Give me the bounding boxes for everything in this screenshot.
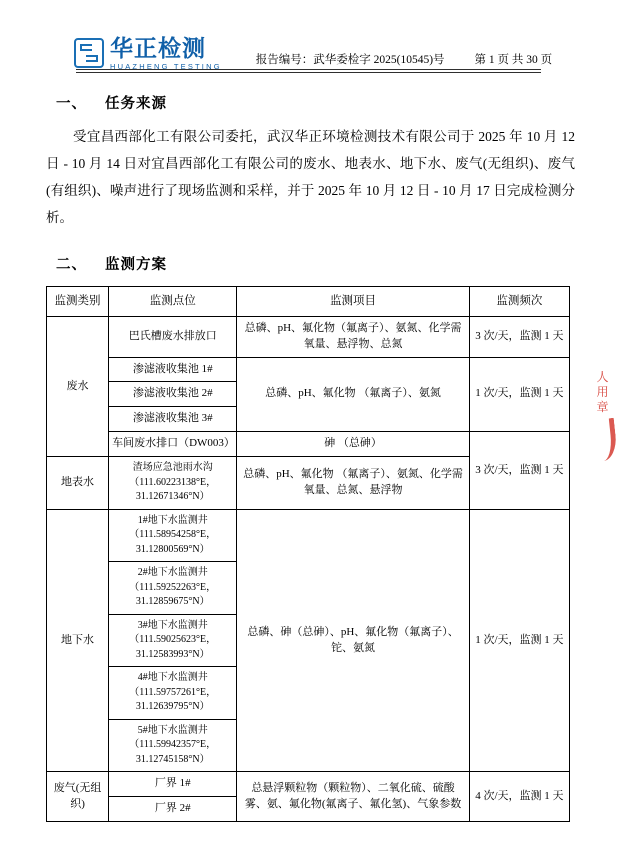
- logo-mark-icon: [74, 38, 104, 68]
- column-header-category: 监测类别: [47, 287, 109, 317]
- cell-frequency-wastewater-2: 1 次/天，监测 1 天: [469, 357, 569, 432]
- cell-point-boundary-1: 厂界 1#: [109, 772, 237, 797]
- table-row: [47, 772, 570, 797]
- cell-items-wastewater-2: 总磷、pH、氟化物 （氟离子）、氨氮: [237, 357, 469, 432]
- report-number: 报告编号：武华委检字 2025(10545)号: [255, 54, 445, 66]
- page-header: [38, 0, 579, 70]
- section-number-2: 二、: [56, 257, 87, 273]
- table-row: [47, 432, 570, 457]
- cell-point-groundwater-2: 2#地下水监测井（111.59252263°E，31.12859675°N）: [109, 562, 237, 615]
- column-header-frequency: 监测频次: [469, 287, 569, 317]
- cell-category-wastewater: 废水: [47, 316, 109, 457]
- cell-frequency-wastewater-3: 3 次/天，监测 1 天: [469, 432, 569, 509]
- cell-items-wastewater-1: 总磷、pH、氟化物（氟离子）、氨氮、化学需氧量、悬浮物、总氮: [237, 316, 469, 357]
- task-source-paragraph: 受宜昌西部化工有限公司委托，武汉华正环境检测技术有限公司于 2025 年 10 月 12 日 - 10 月 14 日对宜昌西部化工有限公司的废水、地表水、地下水、废气(无组织)、废气(有组织)、噪声进行了现场监测和采样，并于 2025 年 10 月 12 日 - 10 月 17 日完成检测分析。: [46, 129, 575, 225]
- seal-swoosh-icon: [589, 418, 617, 462]
- company-logo: [74, 37, 222, 71]
- cell-items-wastewater-3: 砷 （总砷）: [237, 432, 469, 457]
- page-number: 第 1 页 共 30 页: [474, 54, 553, 66]
- cell-items-surface-water: 总磷、pH、氟化物 （氟离子）、氨氮、化学需氧量、总氮、悬浮物: [237, 457, 469, 510]
- side-seal-stamp: [591, 370, 615, 461]
- table-row: [47, 509, 570, 562]
- section-heading-task-source: [56, 92, 579, 113]
- cell-point-groundwater-4: 4#地下水监测井（111.59757261°E，31.12639795°N）: [109, 667, 237, 720]
- cell-point-boundary-2: 厂界 2#: [109, 797, 237, 822]
- header-divider-thin: [76, 72, 541, 73]
- monitoring-plan-table: [46, 286, 570, 822]
- cell-point-bashi: 巴氏槽废水排放口: [109, 316, 237, 357]
- cell-point-groundwater-5: 5#地下水监测井（111.59942357°E，31.12745158°N）: [109, 719, 237, 772]
- cell-point-surface-water: 渣场应急池雨水沟（111.60223138°E，31.12671346°N）: [109, 457, 237, 510]
- cell-items-fugitive-gas: 总悬浮颗粒物（颗粒物）、二氧化硫、硫酸雾、氨、氟化物(氟离子、氟化氢)、气象参数: [237, 772, 469, 822]
- cell-category-surface-water: 地表水: [47, 457, 109, 510]
- section-title-2: 监测方案: [105, 257, 167, 273]
- cell-point-groundwater-1: 1#地下水监测井（111.58954258°E，31.12800569°N）: [109, 509, 237, 562]
- cell-point-leachate-3: 渗滤液收集池 3#: [109, 407, 237, 432]
- cell-frequency-fugitive-gas: 4 次/天，监测 1 天: [469, 772, 569, 822]
- cell-point-leachate-1: 渗滤液收集池 1#: [109, 357, 237, 382]
- cell-point-workshop-outlet: 车间废水排口（DW003）: [109, 432, 237, 457]
- column-header-point: 监测点位: [109, 287, 237, 317]
- side-seal-text: 人用章: [596, 370, 610, 414]
- cell-point-groundwater-3: 3#地下水监测井（111.59025623°E，31.12583993°N）: [109, 614, 237, 667]
- table-row: [47, 316, 570, 357]
- section-heading-monitoring-plan: [56, 253, 579, 274]
- section-title-1: 任务来源: [105, 96, 167, 112]
- table-row: [47, 357, 570, 382]
- cell-category-fugitive-gas: 废气(无组织): [47, 772, 109, 822]
- logo-text: [110, 37, 222, 71]
- header-divider: [76, 69, 541, 70]
- cell-category-groundwater: 地下水: [47, 509, 109, 772]
- logo-chinese-name: 华正检测: [110, 35, 206, 61]
- cell-frequency-groundwater: 1 次/天，监测 1 天: [469, 509, 569, 772]
- column-header-items: 监测项目: [237, 287, 469, 317]
- cell-point-leachate-2: 渗滤液收集池 2#: [109, 382, 237, 407]
- header-meta: [256, 51, 552, 70]
- logo-english-name: HUAZHENG TESTING: [110, 61, 222, 71]
- cell-items-groundwater: 总磷、砷（总砷）、pH、氟化物（氟离子）、铊、氨氮: [237, 509, 469, 772]
- section-number-1: 一、: [56, 96, 87, 112]
- table-header-row: [47, 287, 570, 317]
- cell-frequency-wastewater-1: 3 次/天，监测 1 天: [469, 316, 569, 357]
